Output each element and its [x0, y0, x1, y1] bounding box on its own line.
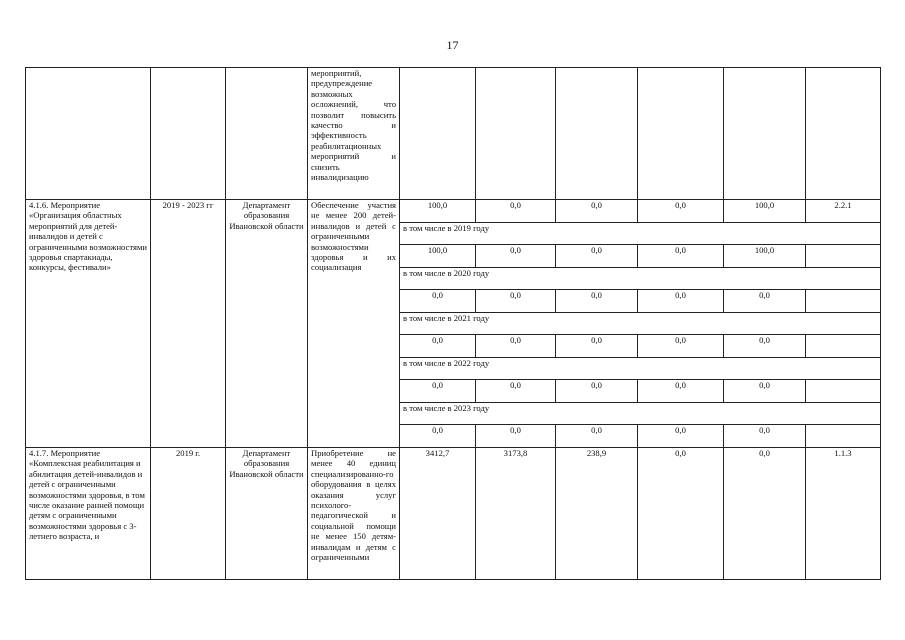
result-cell: Приобретение не менее 40 единиц специализированно-го оборудования в целях оказания услуг психолого-педагогической и социальной помощи не менее 150 детям-инвалидам и детям с ограниченными — [308, 448, 400, 580]
value-cell: 0,0 — [476, 380, 556, 403]
value-cell: 0,0 — [638, 335, 724, 358]
value-cell: 100,0 — [400, 245, 476, 268]
executor-cell: Департамент образования Ивановской области — [226, 448, 308, 580]
executor-cell: Департамент образования Ивановской области — [226, 200, 308, 448]
value-cell: 0,0 — [638, 425, 724, 448]
value-cell: 0,0 — [724, 335, 806, 358]
value-cell: 0,0 — [556, 380, 638, 403]
value-cell: 0,0 — [476, 200, 556, 223]
value-cell: 100,0 — [724, 200, 806, 223]
value-cell: 0,0 — [638, 200, 724, 223]
value-cell: 0,0 — [638, 245, 724, 268]
value-cell — [556, 68, 638, 200]
value-cell: 0,0 — [476, 335, 556, 358]
indicator-cell — [806, 425, 881, 448]
program-table — [25, 67, 881, 580]
value-cell: 0,0 — [556, 290, 638, 313]
value-cell: 0,0 — [476, 290, 556, 313]
value-cell: 0,0 — [724, 290, 806, 313]
value-cell: 0,0 — [476, 245, 556, 268]
value-cell: 0,0 — [400, 380, 476, 403]
period-cell: 2019 - 2023 гг — [151, 200, 226, 448]
value-cell: 0,0 — [556, 335, 638, 358]
value-cell — [724, 68, 806, 200]
indicator-cell: 1.1.3 — [806, 448, 881, 580]
indicator-cell — [806, 335, 881, 358]
value-cell — [638, 68, 724, 200]
indicator-cell — [806, 290, 881, 313]
value-cell: 0,0 — [724, 425, 806, 448]
indicator-cell — [806, 245, 881, 268]
value-cell: 0,0 — [638, 380, 724, 403]
value-cell: 0,0 — [724, 380, 806, 403]
table-row — [26, 200, 881, 223]
period-cell: 2019 г. — [151, 448, 226, 580]
page-number: 17 — [446, 38, 459, 52]
result-cell: Обеспечение участия не менее 200 детей-инвалидов и детей с ограниченными возможностями здоровья и их социализация — [308, 200, 400, 448]
value-cell: 0,0 — [400, 290, 476, 313]
year-label: в том числе в 2019 году — [400, 223, 881, 245]
indicator-cell — [806, 380, 881, 403]
indicator-cell — [806, 68, 881, 200]
year-label: в том числе в 2023 году — [400, 403, 881, 425]
value-cell: 0,0 — [476, 425, 556, 448]
executor-cell — [226, 68, 308, 200]
period-cell — [151, 68, 226, 200]
value-cell — [400, 68, 476, 200]
year-label: в том числе в 2020 году — [400, 268, 881, 290]
value-cell: 0,0 — [400, 425, 476, 448]
value-cell: 3412,7 — [400, 448, 476, 580]
indicator-cell: 2.2.1 — [806, 200, 881, 223]
table-row — [26, 448, 881, 580]
value-cell: 100,0 — [724, 245, 806, 268]
value-cell: 238,9 — [556, 448, 638, 580]
value-cell: 100,0 — [400, 200, 476, 223]
continuation-row — [26, 68, 881, 200]
result-cell: мероприятий, предупреждение возможных осложнений, что позволит повысить качество и эффективность реабилитационных мероприятий и снизить инвалидизацию — [308, 68, 400, 200]
value-cell: 0,0 — [556, 200, 638, 223]
event-cell: 4.1.7. Мероприятие «Комплексная реабилитация и абилитация детей-инвалидов и детей с ограниченными возможностями здоровья, в том числе оказание ранней помощи детям с ограниченными возможностями здоровья с 3-летнего возраста, и — [26, 448, 151, 580]
value-cell — [476, 68, 556, 200]
value-cell: 0,0 — [724, 448, 806, 580]
event-cell — [26, 68, 151, 200]
value-cell: 0,0 — [400, 335, 476, 358]
event-cell: 4.1.6. Мероприятие «Организация областных мероприятий для детей-инвалидов и детей с ограниченными возможностями здоровья спартакиады, конкурсы, фестивали» — [26, 200, 151, 448]
value-cell: 0,0 — [556, 425, 638, 448]
value-cell: 0,0 — [638, 290, 724, 313]
value-cell: 0,0 — [556, 245, 638, 268]
year-label: в том числе в 2021 году — [400, 313, 881, 335]
value-cell: 0,0 — [638, 448, 724, 580]
year-label: в том числе в 2022 году — [400, 358, 881, 380]
value-cell: 3173,8 — [476, 448, 556, 580]
